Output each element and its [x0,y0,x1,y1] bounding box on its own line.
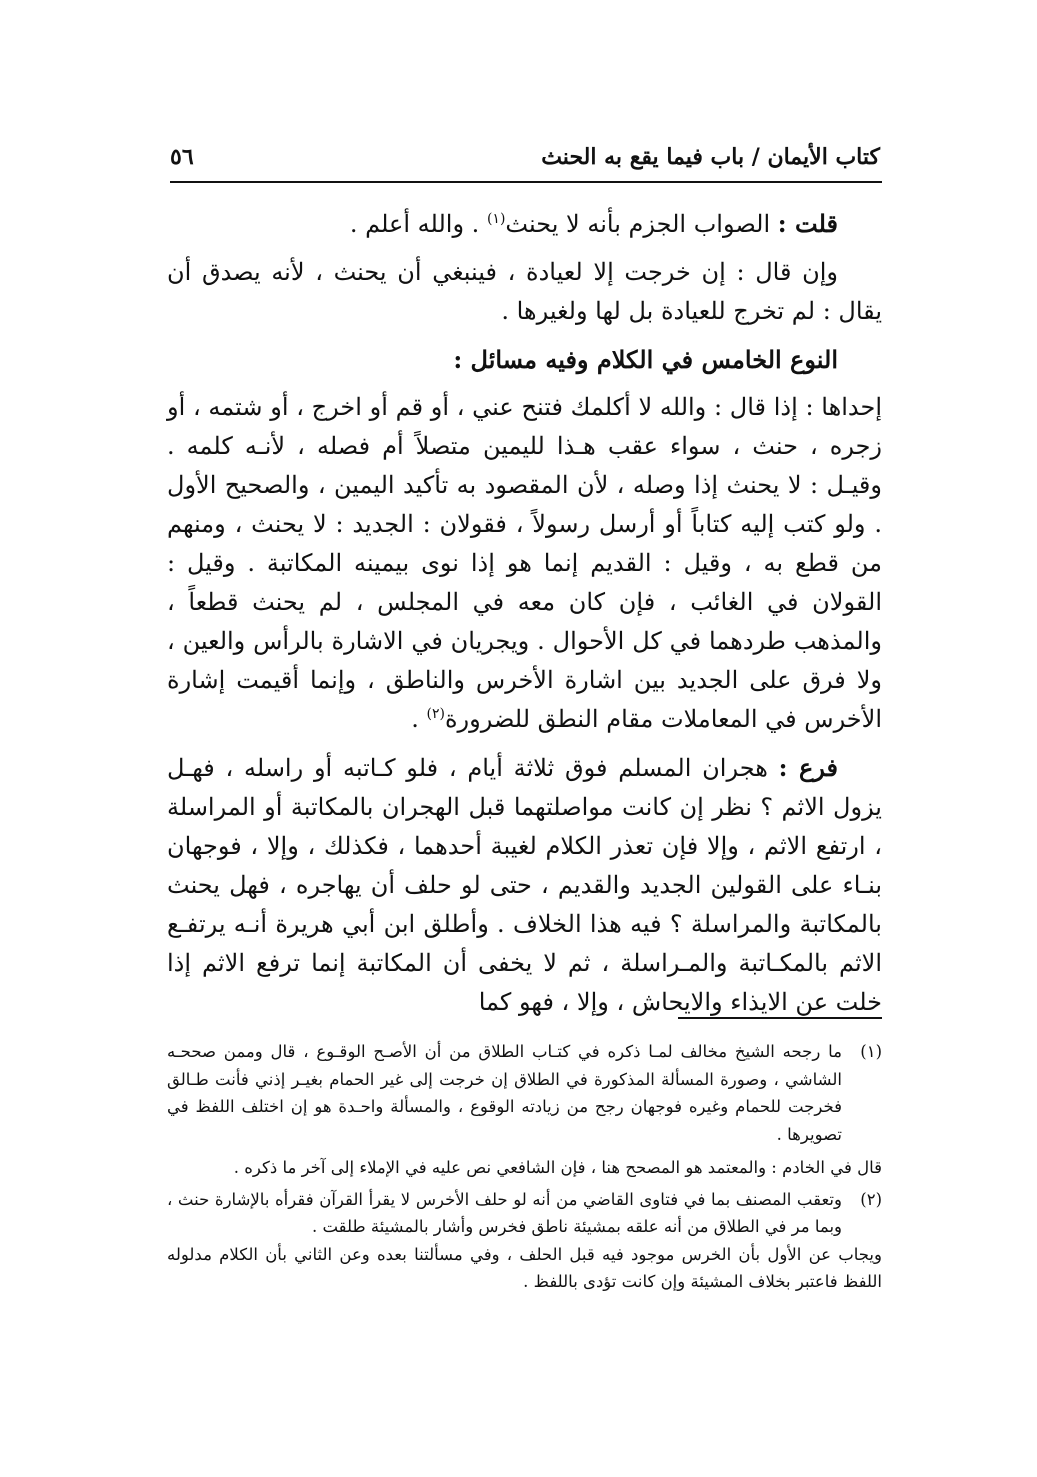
qult-text: الصواب الجزم بأنه لا يحنث [505,210,778,238]
qult-lead: قلت : [777,209,838,238]
ihdaha-text-end: . [411,705,427,733]
main-text [167,204,882,1022]
footnote-1-text: ما رجحه الشيخ مخالف لمـا ذكره في كتـاب الطلاق من أن الأصـح الوقـوع ، قال وممن صححـه الشاشي ، وصورة المسألة المذكورة في الطلاق إن خرجت إلى غير الحمام بغيـر إذني فأنت طـالق فخرجت للحمام وغيره فوجهان رجح من زيادته الوقوع ، والمسألة واحـدة هو إن اختلف اللفظ في تصويرها . [167,1042,842,1144]
header-rule [170,181,882,183]
qult-text-end: . والله أعلم . [349,210,487,238]
running-header [170,142,880,182]
footnote-2-label: (٢) [860,1189,882,1209]
paragraph-iyada: وإن قال : إن خرجت إلا لعيادة ، فينبغي أن يحنث ، لأنه يصدق أن يقال : لم تخرج للعيادة بل لها ولغيرها . [167,258,882,325]
far-text: هجران المسلم فوق ثلاثة أيام ، فلو كـاتبه أو راسله ، فهـل يزول الاثم ؟ نظر إن كانت مواصلتهما قبل الهجران بالمكاتبة أو المراسلة ، ارتفع الاثم ، وإلا فإن تعذر الكلام لغيبة أحدهما ، فكذلك ، وإلا ، فوجهان بنـاء على القولين الجديد والقديم ، حتى لو حلف أن يهاجره ، فهل يحنث بالمكاتبة والمراسلة ؟ فيه هذا الخلاف . وأطلق ابن أبي هريرة أنـه يرتفـع الاثم بالمكـاتبة والمـراسلة ، ثم لا يخفى أن المكاتبة إنما ترفع الاثم إذا خلت عن الايذاء والايحاش ، وإلا ، فهو كما [167,754,882,1016]
paragraph-qult [167,204,882,244]
ihdaha-text: إحداها : إذا قال : والله لا أكلمك فتنح عني ، أو قم أو اخرج ، أو شتمه ، أو زجره ، حنث ، سواء عقب هـذا لليمين متصلاً أم فصله ، لأنـه كلمه . وقيـل : لا يحنث إذا وصله ، لأن المقصود به تأكيد اليمين ، والصحيح الأول . ولو كتب إليه كتاباً أو أرسل رسولاً ، فقولان : الجديد : لا يحنث ، ومنهم من قطع به ، وقيل : القديم إنما هو إذا نوى بيمينه المكاتبة . وقيل : القولان في الغائب ، فإن كان معه في المجلس ، لم يحنث قطعاً ، والمذهب طردهما في كل الأحوال . ويجريان في الاشارة بالرأس والعين ، ولا فرق على الجديد بين اشارة الأخرس والناطق ، وإنما أقيمت إشارة الأخرس في المعاملات مقام النطق للضرورة [167,393,883,733]
footnote-2-continuation: ويجاب عن الأول بأن الخرس موجود فيه قبل الحلف ، وفي مسألتنا بعده وعن الثاني بأن الكلام مدلوله اللفظ فاعتبر بخلاف المشيئة وإن كانت تؤدى باللفظ . [167,1244,882,1291]
paragraph-ihdaha [167,388,882,739]
footnote-1 [167,1038,882,1148]
page-number: ٥٦ [170,144,194,170]
footnote-separator [678,1017,882,1019]
footnote-2 [167,1186,882,1241]
section-heading-kalam: النوع الخامس في الكلام وفيه مسائل : [453,345,838,374]
footnote-ref-2[interactable]: (٢) [426,706,445,722]
footnote-2-text: وتعقب المصنف بما في فتاوى القاضي من أنه لو حلف الأخرس لا يقرأ القرآن فقرأه بالإشارة حنث ، وبما مر في الطلاق من أنه علقه بمشيئة ناطق فخرس وأشار بالمشيئة طلقت . [167,1189,842,1236]
footnote-1-continuation: قال في الخادم : والمعتمد هو المصحح هنا ، فإن الشافعي نص عليه في الإملاء إلى آخر ما ذكره . [233,1158,882,1177]
footnotes [167,1038,882,1296]
footnote-1-label: (١) [860,1042,882,1061]
far-lead: فرع : [778,753,838,782]
running-title: كتاب الأيمان / باب فيما يقع به الحنث [541,144,880,170]
paragraph-far [167,748,882,1022]
footnote-ref-1[interactable]: (١) [486,211,506,227]
